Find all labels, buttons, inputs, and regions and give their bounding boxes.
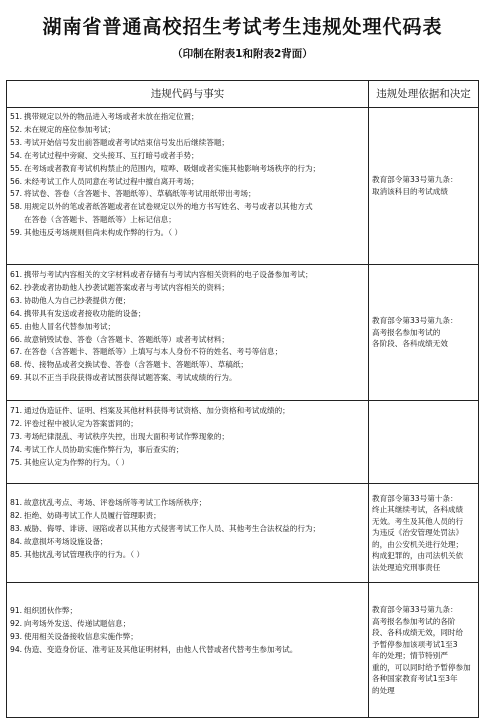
violation-code: 61.: [10, 270, 23, 279]
violation-section: [7, 265, 478, 401]
violation-item: [10, 214, 365, 227]
violation-item: [10, 359, 365, 372]
handling-decision: [369, 583, 478, 717]
violation-text: 未经考试工作人员同意在考试过程中擅自离开考场；: [24, 176, 199, 186]
violation-text: 其他违反考场规则但尚未构成作弊的行为。（ ）: [24, 228, 183, 238]
decision-line: 教育部令第33号第九条：: [372, 605, 458, 614]
violation-item: [10, 150, 365, 163]
violation-text: 故意扰乱考点、考场、评卷场所等考试工作场所秩序；: [24, 498, 207, 507]
violation-item: [10, 282, 365, 295]
violation-list: [7, 107, 369, 264]
violation-item: [10, 536, 365, 549]
violation-item: [10, 163, 365, 176]
violation-code: 91.: [10, 606, 23, 615]
violation-code: 58.: [10, 202, 23, 212]
violation-code: 84.: [10, 536, 23, 546]
violation-text: 由他人冒名代替参加考试；: [24, 321, 116, 331]
violation-code: 52.: [10, 124, 23, 134]
violation-text: 伪造、变造身份证、准考证及其他证明材料，由他人代替或者代替考生参加考试。: [24, 644, 298, 654]
violation-code: 82.: [10, 510, 23, 520]
violation-list: [7, 583, 369, 717]
violation-code: 51.: [10, 112, 23, 121]
violation-text: 使用相关设备接收信息实施作弊；: [24, 631, 138, 641]
violation-code: 72.: [10, 418, 23, 428]
violation-code: 59.: [10, 228, 23, 238]
header-violation-facts: 违规代码与事实: [7, 81, 369, 107]
violation-item: [10, 124, 365, 137]
decision-line: 构成犯罪的，由司法机关依: [372, 551, 464, 561]
decision-line: 段、各科成绩无效，同时给: [372, 628, 464, 637]
violation-code: 65.: [10, 321, 23, 331]
violation-item: [10, 644, 365, 657]
violation-item: [10, 346, 365, 359]
decision-line: 终止其继续考试，各科成绩: [372, 505, 464, 515]
violation-text: 携带与考试内容相关的文字材料或者存储有与考试内容相关资料的电子设备参加考试；: [24, 270, 313, 279]
violation-text: 携带具有发送或者接收功能的设备；: [24, 308, 146, 318]
violation-code: 63.: [10, 295, 23, 305]
violation-item: [10, 549, 365, 562]
violation-list: [7, 484, 369, 582]
violation-item: [10, 431, 365, 444]
violation-code-table: [6, 80, 479, 718]
violation-text: 在考试过程中旁窥、交头接耳、互打暗号或者手势；: [24, 150, 199, 160]
violation-code: 69.: [10, 373, 23, 383]
violation-text: 通过伪造证件、证明、档案及其他材料获得考试资格、加分资格和考试成绩的；: [24, 406, 290, 415]
violation-text: 组织团伙作弊；: [24, 606, 78, 615]
violation-code: 83.: [10, 523, 23, 533]
violation-code: 64.: [10, 308, 23, 318]
violation-item: [10, 457, 365, 470]
violation-text: 考场纪律混乱、考试秩序失控，出现大面积考试作弊现象的；: [24, 431, 230, 441]
decision-line: 法处理追究刑事责任: [372, 562, 441, 572]
violation-code: 85.: [10, 549, 23, 559]
violation-item: [10, 188, 365, 201]
header-handling-basis: 违规处理依据和决定: [376, 88, 471, 100]
violation-item: [10, 605, 365, 618]
decision-line: 重的，可以同时给予暂停参加: [372, 662, 471, 672]
violation-section: [7, 583, 478, 717]
decision-line: 高考报名参加考试的各阶: [372, 616, 456, 626]
violation-item: [10, 269, 365, 282]
violation-item: [10, 618, 365, 631]
violation-code: 53.: [10, 137, 23, 147]
violation-code: 57.: [10, 189, 23, 199]
decision-line: 高考报名参加考试的: [372, 327, 441, 337]
violation-list: [7, 401, 369, 483]
violation-text: 故意销毁试卷、答卷（含答题卡、答题纸等）或者考试材料；: [24, 334, 230, 344]
handling-decision: [369, 107, 478, 264]
violation-list: [7, 265, 369, 400]
decision-line: 各种国家教育考试1至3年: [372, 674, 458, 683]
violation-code: 67.: [10, 347, 23, 357]
violation-code: 81.: [10, 498, 23, 507]
violation-section: [7, 401, 478, 484]
violation-item: [10, 295, 365, 308]
violation-section: [7, 107, 478, 265]
violation-code: 68.: [10, 360, 23, 370]
violation-text: 考试工作人员协助实施作弊行为，事后查实的；: [24, 444, 184, 454]
violation-item: [10, 444, 365, 457]
violation-section: [7, 484, 478, 583]
violation-code: 71.: [10, 406, 23, 415]
violation-code: 56.: [10, 176, 23, 186]
violation-text: 其他应认定为作弊的行为。（ ）: [24, 457, 129, 467]
violation-code: 75.: [10, 457, 23, 467]
violation-item: [10, 201, 365, 214]
violation-item: [10, 510, 365, 523]
violation-text: 向考场外发送、传递试题信息；: [24, 618, 131, 628]
decision-line: 教育部令第33号第十条：: [372, 493, 458, 503]
violation-code: 62.: [10, 282, 23, 292]
violation-item: [10, 176, 365, 189]
violation-item: [10, 334, 365, 347]
decision-line: 为违反《治安管理处罚法》: [372, 528, 464, 538]
violation-text: 用规定以外的笔或者纸答题或者在试卷规定以外的地方书写姓名、考号或者以其他方式: [24, 202, 313, 212]
decision-line: 予暂停参加该项考试1至3: [372, 639, 458, 649]
violation-item: [10, 111, 365, 124]
violation-text: 传、接物品或者交换试卷、答卷（含答题卡、答题纸等）、草稿纸；: [24, 360, 249, 370]
violation-item: [10, 497, 365, 510]
violation-item: [10, 405, 365, 418]
violation-code: 54.: [10, 150, 23, 160]
decision-line: 各阶段、各科成绩无效: [372, 339, 448, 349]
violation-item: [10, 321, 365, 334]
violation-code: 73.: [10, 431, 23, 441]
document-title: 湖南省普通高校招生考试考生违规处理代码表: [42, 16, 443, 38]
violation-text: 考试开始信号发出前答题或者考试结束信号发出后继续答题；: [24, 137, 230, 147]
violation-text: 协助他人为自己抄袭提供方便；: [24, 295, 131, 305]
violation-text: 拒绝、妨碍考试工作人员履行管理职责；: [24, 510, 161, 520]
violation-item: [10, 227, 365, 240]
violation-item: [10, 631, 365, 644]
decision-line: 年的处理；情节特别严: [372, 651, 448, 660]
violation-text: 故意损坏考场设施设备；: [24, 536, 108, 546]
handling-decision: [369, 401, 478, 483]
decision-line: 无效。考生及其他人员的行: [372, 516, 464, 526]
violation-text: 携带规定以外的物品进入考场或者未放在指定位置；: [24, 112, 199, 121]
violation-code: 55.: [10, 163, 23, 173]
violation-text: 将试卷、答卷（含答题卡、答题纸等）、草稿纸等考试用纸带出考场；: [24, 189, 256, 199]
violation-item: [10, 372, 365, 385]
violation-code: 74.: [10, 444, 23, 454]
violation-item: [10, 523, 365, 536]
decision-line: 取消该科目的考试成绩: [372, 186, 448, 196]
violation-code: 92.: [10, 618, 23, 628]
violation-code: 94.: [10, 644, 23, 654]
violation-code: 66.: [10, 334, 23, 344]
violation-text: 评卷过程中被认定为答案雷同的；: [24, 418, 138, 428]
violation-text: 抄袭或者协助他人抄袭试题答案或者与考试内容相关的资料；: [24, 282, 230, 292]
decision-line: 的，由公安机关进行处理；: [372, 539, 464, 549]
decision-line: 教育部令第33号第九条：: [372, 175, 458, 184]
violation-text: 其他扰乱考试管理秩序的行为。（ ）: [24, 549, 145, 559]
violation-text: 未在规定的座位参加考试；: [24, 124, 116, 134]
violation-item: [10, 137, 365, 150]
violation-text: 在考场或者教育考试机构禁止的范围内，喧哗、吸烟或者实施其他影响考场秩序的行为；: [24, 163, 321, 173]
violation-item: [10, 418, 365, 431]
violation-item: [10, 308, 365, 321]
violation-text: 在答卷（含答题卡、答题纸等）上标记信息；: [24, 215, 176, 225]
decision-line: 教育部令第33号第九条：: [372, 316, 458, 326]
violation-code: 93.: [10, 631, 23, 641]
violation-text: 在答卷（含答题卡、答题纸等）上填写与本人身份不符的姓名、考号等信息；: [24, 347, 283, 357]
violation-text: 其以不正当手段获得或者试图获得试题答案、考试成绩的行为。: [24, 373, 237, 383]
document-subtitle: （印制在附表1和附表2背面）: [172, 48, 313, 60]
violation-text: 威胁、侮辱、诽谤、诬陷或者以其他方式侵害考试工作人员、其他考生合法权益的行为；: [24, 523, 321, 533]
handling-decision: [369, 484, 478, 582]
table-header: [7, 81, 478, 108]
handling-decision: [369, 265, 478, 400]
decision-line: 的处理: [372, 685, 395, 695]
